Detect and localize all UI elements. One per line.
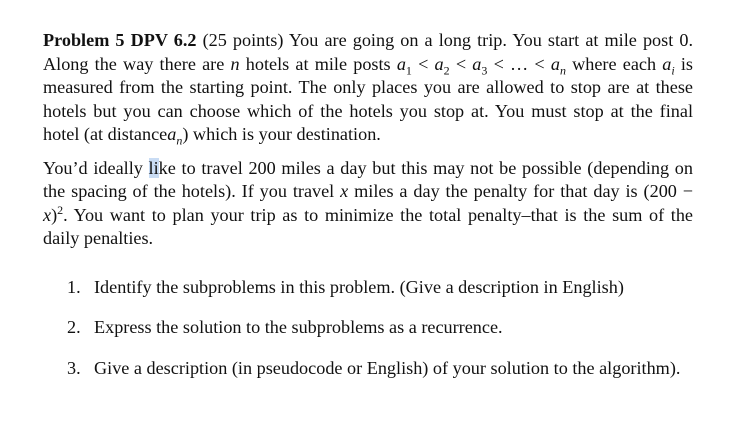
list-item — [43, 276, 693, 300]
problem-where: where each — [572, 53, 657, 74]
math-x: x — [340, 181, 349, 201]
problem-sentence-2: is measured from the starting point. The only places you are allowed to stop are at these hotels but you can choose which of the hotels you stop at. You must stop at the final hotel (at distance — [43, 53, 694, 144]
math-a-i: $a_i$ — [662, 53, 675, 78]
list-item — [43, 316, 693, 340]
list-item-text: Give a description (in pseudocode or English) of your solution to the algorithm). — [94, 357, 681, 378]
list-item-text: Identify the subproblems in this problem. (Give a description in English) — [94, 276, 624, 297]
penalty-mid: miles a day the penalty for that day is — [354, 181, 638, 201]
problem-points: (25 points) — [202, 30, 284, 50]
math-penalty-formula: $(200 - x)^2$ — [43, 181, 694, 225]
problem-heading: Problem 5 DPV 6.2 — [43, 30, 197, 50]
task-list — [43, 276, 693, 381]
problem-sentence-2-end: ) which is your destination. — [182, 124, 381, 144]
list-item — [43, 357, 693, 381]
math-n: n — [230, 53, 240, 74]
problem-hotels-at: hotels at mile posts — [245, 53, 391, 74]
math-a-n: $a_n$ — [167, 124, 183, 148]
problem-page — [43, 29, 693, 380]
list-item-number: 1. — [67, 276, 81, 297]
penalty-paragraph — [43, 157, 693, 251]
penalty-post: ke to travel 200 miles a day but this may not be possible (depending on the spacing of the hotels). If you travel — [43, 157, 693, 201]
list-item-number: 3. — [67, 357, 81, 378]
list-item-text: Express the solution to the subproblems as a recurrence. — [94, 317, 503, 337]
penalty-end: . You want to plan your trip as to minimize the total penalty–that is the sum of the daily penalties. — [43, 204, 693, 248]
selection-highlight[interactable]: li — [148, 157, 159, 178]
math-hotel-sequence: $a_1 < a_2 < a_3$ < … < $a_n$ — [396, 53, 566, 78]
list-item-number: 2. — [67, 317, 81, 337]
penalty-pre: You’d ideally — [43, 157, 143, 178]
problem-statement — [43, 29, 693, 147]
problem-sentence-1: You are going on a long trip. You start at mile post 0. Along the way there are — [43, 30, 693, 74]
